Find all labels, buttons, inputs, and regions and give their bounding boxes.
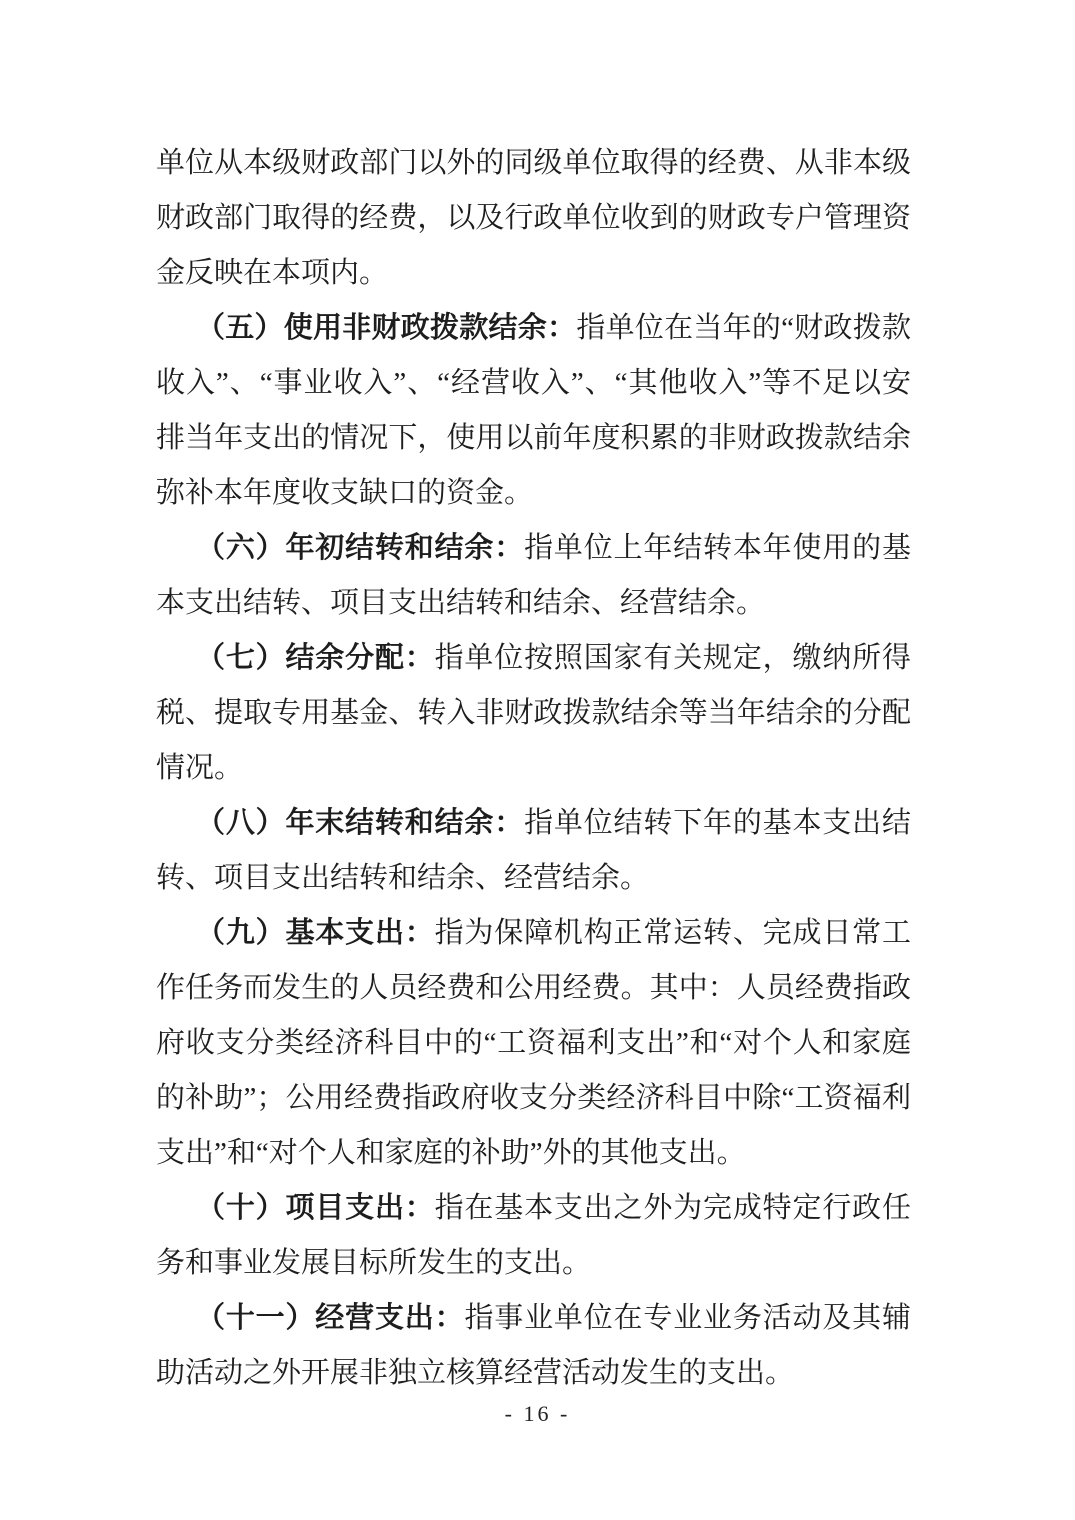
section-heading: （五）使用非财政拨款结余：	[196, 312, 577, 344]
paragraph-text: 指为保障机构正常运转、完成日常工作任务而发生的人员经费和公用经费。其中：人员经费指政府收支分类经济科目中的“工资福利支出”和“对个人和家庭的补助”；公用经费指政府收支分类经济科目中除“工资福利支出”和“对个人和家庭的补助”外的其他支出。	[156, 917, 911, 1169]
section-heading: （七）结余分配：	[196, 642, 435, 674]
section-heading: （十一）经营支出：	[196, 1302, 465, 1334]
paragraph-section-11	[156, 1291, 911, 1401]
paragraph-text: 指单位按照国家有关规定，缴纳所得税、提取专用基金、转入非财政拨款结余等当年结余的分配情况。	[156, 642, 911, 784]
section-heading: （九）基本支出：	[196, 917, 435, 949]
paragraph-section-8	[156, 796, 911, 906]
paragraph-section-10	[156, 1181, 911, 1291]
paragraph-continuation	[156, 136, 911, 301]
section-heading: （六）年初结转和结余：	[196, 532, 525, 564]
paragraph-section-9	[156, 906, 911, 1181]
paragraph-text: 指事业单位在专业业务活动及其辅助活动之外开展非独立核算经营活动发生的支出。	[156, 1302, 911, 1389]
paragraph-section-6	[156, 521, 911, 631]
paragraph-text: 指在基本支出之外为完成特定行政任务和事业发展目标所发生的支出。	[156, 1192, 911, 1279]
paragraph-text: 指单位在当年的“财政拨款收入”、“事业收入”、“经营收入”、“其他收入”等不足以安排当年支出的情况下，使用以前年度积累的非财政拨款结余弥补本年度收支缺口的资金。	[156, 312, 911, 509]
section-heading: （八）年末结转和结余：	[196, 807, 525, 839]
paragraph-section-5	[156, 301, 911, 521]
paragraph-text: 单位从本级财政部门以外的同级单位取得的经费、从非本级财政部门取得的经费，以及行政单位收到的财政专户管理资金反映在本项内。	[156, 147, 911, 289]
page-number: - 16 -	[504, 1401, 571, 1426]
section-heading: （十）项目支出：	[196, 1192, 435, 1224]
page-body-text	[156, 136, 911, 1401]
paragraph-text: 指单位上年结转本年使用的基本支出结转、项目支出结转和结余、经营结余。	[156, 532, 911, 619]
paragraph-text: 指单位结转下年的基本支出结转、项目支出结转和结余、经营结余。	[156, 807, 911, 894]
paragraph-section-7	[156, 631, 911, 796]
